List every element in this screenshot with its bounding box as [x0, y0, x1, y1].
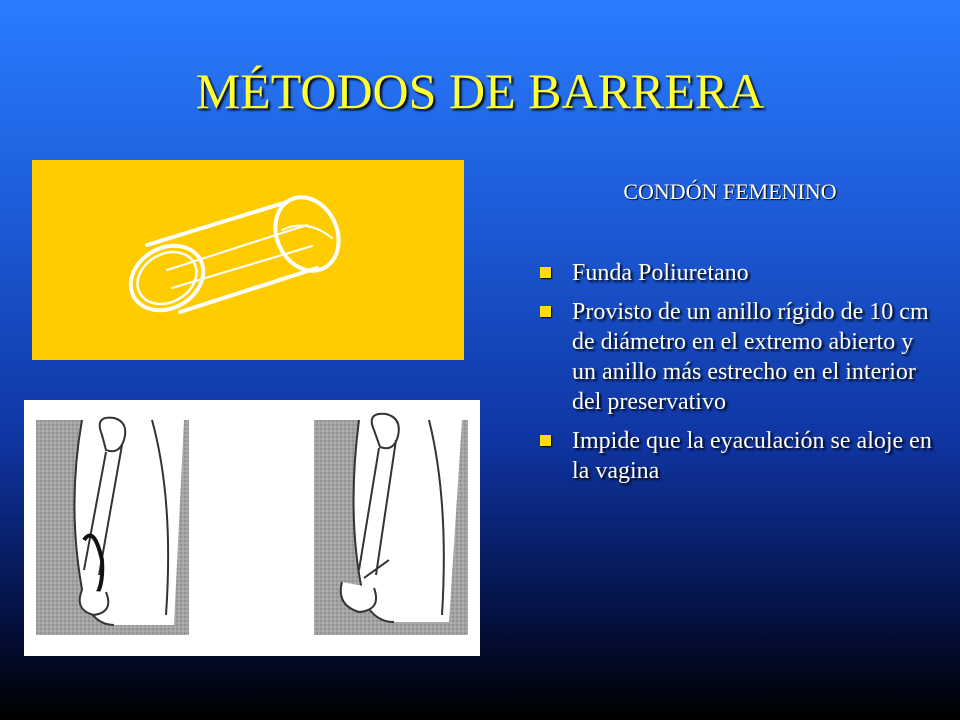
bullet-item: [540, 258, 940, 288]
square-bullet-icon: [540, 435, 551, 446]
female-condom-illustration: [32, 160, 464, 360]
insertion-diagram: [24, 400, 480, 656]
square-bullet-icon: [540, 306, 551, 317]
slide-title: MÉTODOS DE BARRERA: [195, 63, 765, 119]
bullet-list: [540, 258, 940, 495]
bullet-text: Impide que la eyaculación se aloje en la vagina: [572, 428, 932, 484]
bullet-text: Provisto de un anillo rígido de 10 cm de diámetro en el extremo abierto y un anillo más estrecho en el interior del preservativo: [572, 299, 929, 415]
bullet-item: [540, 297, 940, 417]
bullet-item: [540, 426, 940, 486]
square-bullet-icon: [540, 267, 551, 278]
slide-subtitle: CONDÓN FEMENINO: [623, 179, 837, 204]
bullet-text: Funda Poliuretano: [572, 260, 749, 286]
